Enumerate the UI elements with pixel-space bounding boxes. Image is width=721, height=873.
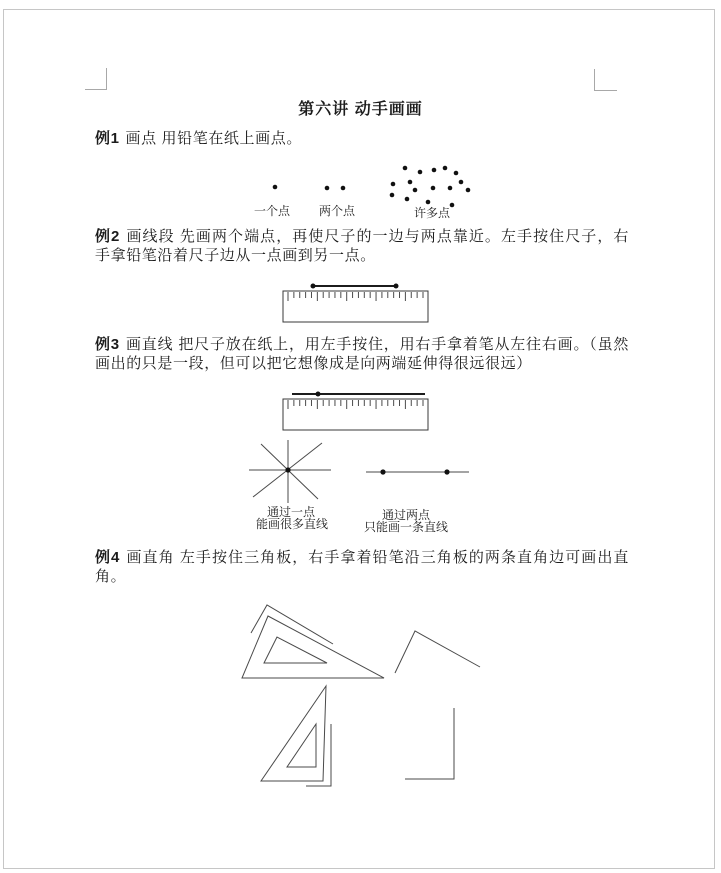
caption-through-two-points-line1: 通过两点	[381, 508, 431, 522]
figure-one-point	[273, 185, 278, 190]
figure-drawn-angle	[395, 631, 480, 673]
caption-many-points: 许多点	[413, 206, 451, 220]
figure-lines-through-point	[249, 440, 331, 503]
figure-drawn-right-angle	[405, 708, 454, 779]
example-3-text: 画直线 把尺子放在纸上，用左手按住，用右手拿着笔从左往右画。（虽然画出的只是一段，但可以把它想像成是向两端延伸得很远很远）	[95, 336, 629, 372]
example-4-label: 例4	[95, 549, 120, 566]
caption-two-points: 两个点	[318, 204, 356, 218]
figure-set-square-1	[242, 605, 384, 678]
traced-angle-1	[251, 605, 333, 644]
caption-through-two-points-line2: 只能画一条直线	[363, 520, 449, 534]
figure-line-through-two-points	[366, 469, 469, 474]
example-4-text: 画直角 左手按住三角板，右手拿着铅笔沿三角板的两条直角边可画出直角。	[95, 549, 629, 585]
figure-ruler-segment	[283, 284, 428, 323]
caption-through-one-point-line2: 能画很多直线	[255, 517, 329, 531]
page-title: 第六讲 动手画画	[298, 101, 423, 118]
figure-two-points	[325, 186, 346, 191]
example-2-text: 画线段 先画两个端点，再使尺子的一边与两点靠近。左手按住尺子，右手拿铅笔沿着尺子边从一点画到另一点。	[95, 228, 629, 264]
example-2-label: 例2	[95, 228, 120, 245]
caption-one-point: 一个点	[253, 204, 291, 218]
example-1-label: 例1	[95, 130, 120, 147]
figure-ruler-line	[283, 392, 428, 431]
figure-set-square-2	[261, 686, 331, 786]
figure-many-points	[390, 166, 471, 208]
example-3-label: 例3	[95, 336, 120, 353]
example-1-text: 画点 用铅笔在纸上画点。	[125, 130, 302, 147]
caption-through-one-point-line1: 通过一点	[266, 505, 316, 519]
